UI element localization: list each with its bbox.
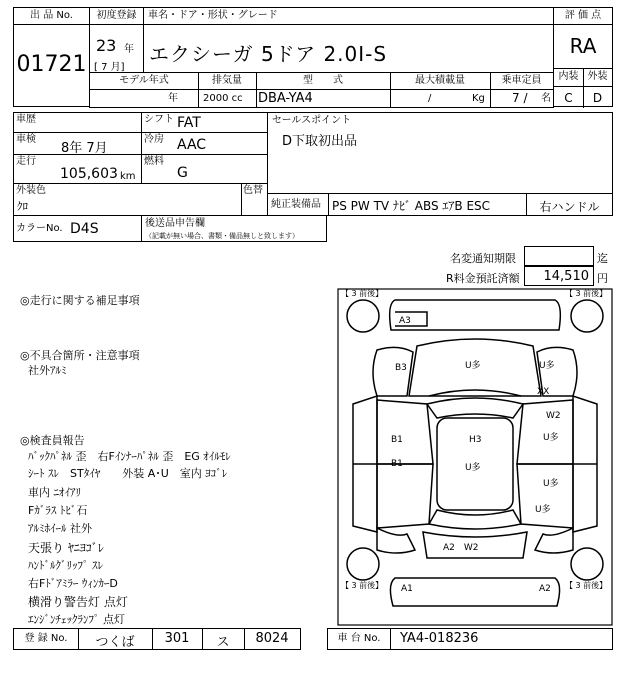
mark-a3: A3 — [399, 316, 411, 326]
inspection-value: 8年 7月 — [61, 141, 108, 156]
aftermarket-note: （記載が無い場合、書類・備品無しと致します） — [145, 232, 299, 240]
mark-h3: H3 — [469, 435, 482, 445]
first-registration-box — [89, 7, 144, 73]
corner-label-fl: 【 3 前後】 — [341, 289, 384, 298]
windshield — [427, 398, 523, 418]
lot-number-box — [13, 7, 90, 107]
mark-u-right-rear-door: U多 — [543, 479, 559, 489]
score-value: RA — [569, 34, 597, 58]
recycle-unit: 円 — [597, 272, 608, 285]
registration-month: [ 7 月] — [94, 62, 125, 73]
model-value: エクシーガ 5ドア 2.0I-S — [149, 42, 388, 66]
fuel-cell — [141, 154, 268, 184]
ac-value: AAC — [177, 137, 207, 153]
max-load-unit: Kg — [472, 93, 485, 104]
mark-u-right-front-door: U多 — [543, 433, 559, 443]
color-no-label: カラーNo. — [16, 223, 63, 234]
inspector-line: ｼｰﾄ ｽﾚ STﾀｲﾔ 外装 A･U 室内 ﾖｺﾞﾚ — [28, 467, 228, 480]
recycle-box — [524, 266, 594, 286]
handle-value: 右ハンドル — [539, 200, 600, 214]
mileage-unit: km — [120, 171, 136, 182]
mark-u-hood: U多 — [465, 361, 481, 371]
left-rear-quarter — [377, 528, 415, 553]
inspector-line: 車内 ﾆｵｲｱﾘ — [28, 486, 81, 499]
equipment-value: PS PW TV ﾅﾋﾞ ABS ｴｱB ESC — [332, 199, 491, 213]
history-label: 車歴 — [16, 114, 36, 125]
chassis-box — [327, 628, 613, 650]
inspector-line: 天張り ﾔﾆﾖｺﾞﾚ — [28, 541, 104, 555]
registration-year-unit: 年 — [124, 44, 134, 55]
inspector-line: ﾊﾞｯｸﾊﾟﾈﾙ 歪 右Fｲﾝﾅｰﾊﾟﾈﾙ 歪 EG ｵｲﾙﾓﾚ — [28, 450, 231, 463]
shift-value: FAT — [177, 115, 201, 131]
inspector-line: 横滑り警告灯 点灯 — [28, 595, 128, 609]
model-year-unit: 年 — [168, 93, 178, 104]
left-front-fender — [373, 347, 413, 396]
registration-year: 23 — [96, 36, 117, 55]
mark-xx: XX — [537, 387, 550, 397]
mark-b3: B3 — [395, 363, 407, 373]
displacement-value: 2000 cc — [203, 93, 243, 104]
inspector-line: Fｶﾞﾗｽ ﾄﾋﾞ石 — [28, 504, 88, 517]
max-load-slash: / — [428, 93, 432, 104]
plate-number: 8024 — [255, 631, 289, 646]
type-value: DBA-YA4 — [258, 91, 313, 106]
spec-row — [89, 72, 554, 108]
plate-label: 登 録 No. — [24, 633, 68, 644]
wheel-rear-left — [347, 548, 379, 580]
model-year-label: モデル年式 — [119, 75, 169, 86]
color-no-value: D4S — [70, 221, 99, 237]
mileage-value: 105,603 — [60, 166, 118, 182]
right-front-door — [517, 400, 573, 464]
inspector-line: ﾊﾝﾄﾞﾙｸﾞﾘｯﾌﾟ ｽﾚ — [28, 559, 103, 572]
recycle-value: 14,510 — [543, 269, 589, 284]
model-box — [143, 7, 554, 73]
exterior-color-label: 外装色 — [16, 185, 46, 196]
handle-box — [526, 193, 613, 216]
mark-a1: A1 — [401, 584, 413, 594]
name-change-label: 名変通知期限 — [450, 252, 516, 265]
chassis-label: 車 台 No. — [337, 633, 381, 644]
name-change-unit: 迄 — [597, 252, 608, 265]
exterior-score: D — [592, 91, 603, 105]
fuel-value: G — [177, 165, 188, 181]
mark-u-roof: U多 — [465, 463, 481, 473]
plate-kana: ス — [216, 635, 230, 650]
inspector-line: ｴﾝｼﾞﾝﾁｪｯｸﾗﾝﾌﾟ 点灯 — [28, 613, 125, 626]
right-rear-door — [517, 464, 573, 528]
history-cell — [13, 112, 142, 133]
fuel-label: 燃料 — [144, 156, 164, 167]
car-diagram-svg — [337, 288, 613, 626]
mileage-label: 走行 — [16, 156, 36, 167]
plate-box — [13, 628, 301, 650]
repaint-label: 色替 — [243, 185, 263, 196]
defects-line: 社外ｱﾙﾐ — [28, 364, 67, 377]
wheel-front-left — [347, 300, 379, 332]
displacement-label: 排気量 — [212, 75, 242, 86]
inspector-title: ◎検査員報告 — [20, 434, 85, 447]
inspector-line: ｱﾙﾐﾎｲｰﾙ 社外 — [28, 522, 92, 535]
sales-point-box — [267, 112, 613, 194]
rear-window — [429, 510, 521, 529]
exterior-color-value: ｸﾛ — [17, 200, 28, 213]
driving-notes-title: ◎走行に関する補足事項 — [20, 294, 140, 307]
score-label: 評 価 点 — [554, 10, 612, 25]
score-box — [553, 7, 613, 107]
equipment-label: 純正装備品 — [271, 199, 321, 210]
plate-region: つくば — [95, 635, 135, 650]
name-change-box — [524, 246, 594, 266]
equipment-box — [267, 193, 527, 216]
mark-u-right-fender: U多 — [539, 361, 555, 371]
wheel-front-right — [571, 300, 603, 332]
recycle-label: R料金預託済額 — [446, 272, 520, 285]
mark-a2: A2 — [539, 584, 551, 594]
corner-label-rr: 【 3 前後】 — [565, 581, 608, 590]
mark-w2: W2 — [546, 411, 561, 421]
car-damage-diagram — [337, 288, 613, 626]
model-label: 車名・ドア・形状・グレード — [148, 10, 278, 21]
mark-a2-w2: A2 W2 — [443, 543, 479, 553]
corner-label-fr: 【 3 前後】 — [565, 289, 608, 298]
wheel-rear-right — [571, 548, 603, 580]
type-label: 型 式 — [303, 75, 343, 86]
ac-label: 冷房 — [144, 134, 164, 145]
lot-number-label: 出 品 No. — [14, 10, 89, 25]
exterior-label: 外装 — [587, 71, 608, 82]
aftermarket-label: 後送品申告欄 — [145, 218, 205, 229]
inspection-cell — [13, 132, 142, 155]
max-load-label: 最大積載量 — [415, 75, 465, 86]
shift-cell — [141, 112, 268, 133]
mark-u-right-quarter: U多 — [535, 505, 551, 515]
lot-number: 01721 — [16, 52, 87, 77]
sales-point-label: セールスポイント — [272, 115, 352, 126]
mark-b1-rear: B1 — [391, 459, 403, 469]
repaint-cell — [241, 183, 268, 216]
mark-b1-front: B1 — [391, 435, 403, 445]
capacity-value: 7 / — [512, 91, 528, 105]
corner-label-rl: 【 3 前後】 — [341, 581, 384, 590]
inspector-line: 右Fﾄﾞｱﾐﾗｰ ｳｨﾝｶｰD — [28, 577, 118, 590]
ac-cell — [141, 132, 268, 155]
shift-label: シフト — [144, 114, 174, 125]
interior-score: C — [564, 91, 573, 105]
color-no-cell — [13, 215, 142, 242]
plate-class: 301 — [164, 631, 190, 646]
chassis-value: YA4-018236 — [400, 631, 479, 646]
capacity-label: 乗車定員 — [501, 75, 542, 86]
right-rear-quarter — [535, 528, 573, 553]
defects-title: ◎不具合箇所・注意事項 — [20, 349, 140, 362]
exterior-color-cell — [13, 183, 242, 216]
capacity-unit: 名 — [541, 93, 551, 104]
rear-bumper-outline — [390, 578, 559, 606]
left-front-door — [377, 400, 433, 464]
left-rear-door — [377, 464, 433, 528]
first-registration-label: 初度登録 — [96, 10, 137, 21]
mileage-cell — [13, 154, 142, 184]
interior-label: 内装 — [558, 71, 579, 82]
sales-point-value: D下取初出品 — [282, 134, 358, 149]
inspection-label: 車検 — [16, 134, 36, 145]
aftermarket-cell — [141, 215, 327, 242]
